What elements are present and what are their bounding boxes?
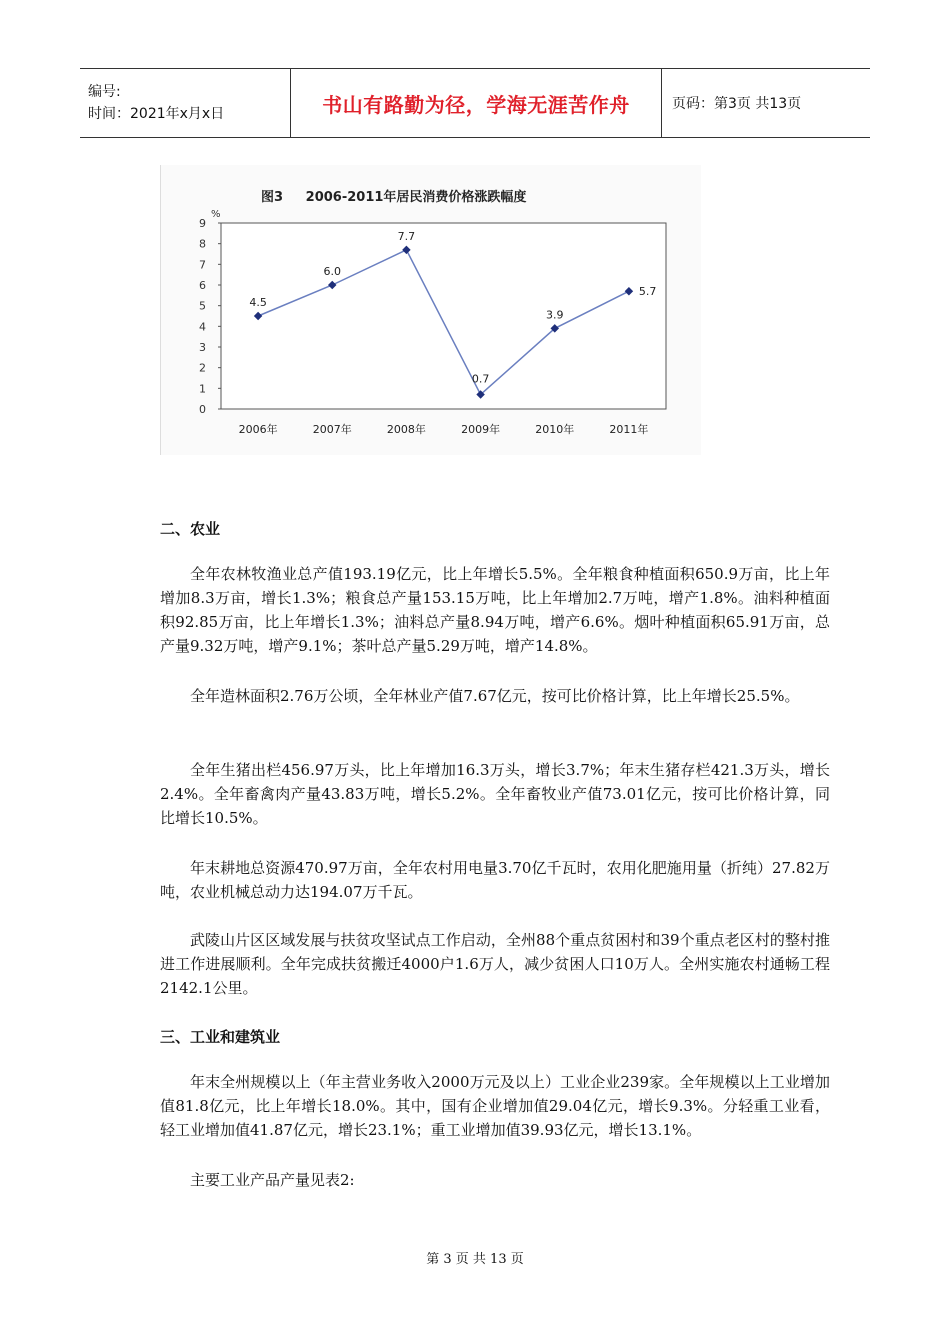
paragraph-farmland: 年末耕地总资源470.97万亩，全年农村用电量3.70亿千瓦时，农用化肥施用量（折纯）27.82万吨，农业机械总动力达194.07万千瓦。	[160, 859, 830, 901]
page-header	[80, 68, 870, 138]
y-axis-ticks	[199, 217, 221, 416]
header-meta	[80, 69, 291, 137]
x-tick-label-2: 2008年	[386, 423, 426, 436]
data-label-4: 3.9	[546, 308, 564, 322]
data-label-5: 5.7	[638, 285, 657, 299]
data-label-3: 0.7	[471, 372, 490, 386]
x-tick-label-0: 2006年	[238, 423, 278, 436]
y-tick-label-8: 8	[199, 237, 206, 251]
data-label-0: 4.5	[249, 296, 267, 309]
chart-svg	[161, 165, 701, 455]
cpi-line-chart	[160, 165, 701, 455]
y-tick-label-2: 2	[199, 361, 206, 375]
y-tick-label-6: 6	[199, 279, 206, 292]
page-footer: 第 3 页 共 13 页	[426, 1252, 524, 1267]
y-tick-label-5: 5	[199, 299, 206, 313]
document-number-label: 编号:	[88, 84, 121, 100]
x-tick-label-1: 2007年	[312, 423, 352, 436]
paragraph-table-ref: 主要工业产品产量见表2:	[190, 1171, 355, 1189]
paragraph-forestry: 全年造林面积2.76万公顷，全年林业产值7.67亿元，按可比价格计算，比上年增长25.5%。	[190, 687, 800, 705]
chart-title: 图3 2006-2011年居民消费价格涨跌幅度	[261, 190, 527, 205]
y-tick-label-3: 3	[199, 341, 206, 354]
x-tick-label-4: 2010年	[535, 423, 575, 436]
section-title-industry: 三、工业和建筑业	[160, 1028, 281, 1046]
paragraph-agri-output: 全年农林牧渔业总产值193.19亿元，比上年增长5.5%。全年粮食种植面积650.9万亩，比上年增加8.3万亩，增长1.3%；粮食总产量153.15万吨，比上年增加2.7万吨，增产1.8%。油料种植面积92.85万亩，比上年增长1.3%；油料总产量8.94万吨，增产6.6%。烟叶种植面积65.91万亩，总产量9.32万吨，增产9.1%；茶叶总产量5.29万吨，增产14.8%。	[160, 565, 830, 655]
chart-y-axis-label: %	[211, 209, 221, 220]
y-tick-label-0: 0	[199, 403, 206, 416]
paragraph-livestock: 全年生猪出栏456.97万头，比上年增加16.3万头，增长3.7%；年末生猪存栏421.3万头，增长2.4%。全年畜禽肉产量43.83万吨，增长5.2%。全年畜牧业产值73.01亿元，按可比价格计算，同比增长10.5%。	[160, 761, 830, 827]
header-motto: 书山有路勤为径，学海无涯苦作舟	[291, 69, 662, 137]
plot-area	[221, 223, 666, 409]
y-tick-label-9: 9	[199, 217, 206, 230]
y-tick-label-7: 7	[199, 258, 206, 272]
section-title-agriculture: 二、农业	[160, 520, 221, 538]
data-label-2: 7.7	[397, 229, 416, 243]
paragraph-industry-output: 年末全州规模以上（年主营业务收入2000万元及以上）工业企业239家。全年规模以上工业增加值81.8亿元，比上年增长18.0%。其中，国有企业增加值29.04亿元，增长9.3%。分轻重工业看，轻工业增加值41.87亿元，增长23.1%；重工业增加值39.93亿元，增长13.1%。	[160, 1073, 830, 1139]
x-tick-label-3: 2009年	[461, 423, 501, 436]
y-tick-label-1: 1	[199, 382, 206, 396]
paragraph-poverty-relief: 武陵山片区区域发展与扶贫攻坚试点工作启动，全州88个重点贫困村和39个重点老区村的整村推进工作进展顺利。全年完成扶贫搬迁4000户1.6万人，减少贫困人口10万人。全州实施农村通畅工程2142.1公里。	[160, 931, 830, 997]
document-time-label: 时间：2021年x月x日	[88, 106, 225, 122]
x-tick-label-5: 2011年	[609, 423, 649, 436]
header-page-label: 页码：第3页 共13页	[672, 96, 802, 112]
y-tick-label-4: 4	[199, 320, 206, 334]
x-axis-ticks	[239, 422, 649, 436]
data-label-1: 6.0	[323, 265, 341, 278]
